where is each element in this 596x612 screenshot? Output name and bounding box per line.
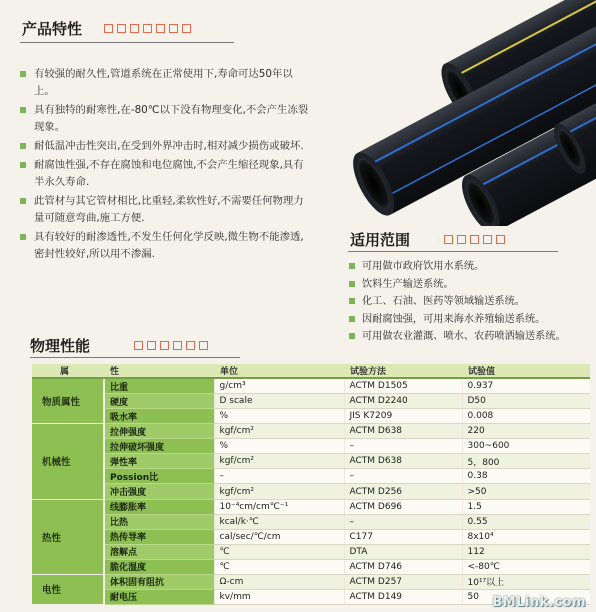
heading-decoration: [444, 235, 505, 244]
header-cell: 性: [104, 364, 214, 378]
property-cell: 线膨胀率: [104, 499, 214, 514]
header-cell: 试验值: [462, 364, 590, 378]
table-header-row: [32, 364, 590, 378]
features-underline: [20, 42, 234, 43]
property-cell: 比重: [104, 378, 214, 394]
unit-cell: kgf/cm²: [214, 424, 344, 439]
features-item: 有较强的耐久性,管道系统在正常使用下,寿命可达50年以上。: [20, 66, 312, 100]
table-row: [32, 544, 590, 559]
scope-title: 适用范围: [350, 231, 411, 249]
group-cell: 电性: [32, 574, 104, 604]
method-cell: JIS K7209: [344, 409, 462, 424]
features-item: 耐低温冲击性突出,在受到外界冲击时,相对减少损伤或破坏.: [20, 138, 312, 155]
bullet-icon: [349, 316, 355, 322]
unit-cell: %: [214, 409, 344, 424]
value-cell: 0.38: [462, 469, 590, 484]
property-cell: 拉伸强度: [104, 424, 214, 439]
unit-cell: kgf/cm²: [214, 484, 344, 499]
bullet-icon: [349, 263, 355, 269]
method-cell: ACTM D696: [344, 499, 462, 514]
value-cell: <-80℃: [462, 559, 590, 574]
method-cell: C177: [344, 529, 462, 544]
unit-cell: kcal/k·℃: [214, 514, 344, 529]
table-row: [32, 424, 590, 439]
bullet-icon: [349, 298, 355, 304]
table-row: [32, 439, 590, 454]
method-cell: –: [344, 514, 462, 529]
unit-cell: cal/sec/℃/cm: [214, 529, 344, 544]
table-row: [32, 454, 590, 469]
value-cell: 220: [462, 424, 590, 439]
property-cell: 冲击强度: [104, 484, 214, 499]
value-cell: 300~600: [462, 439, 590, 454]
value-cell: >50: [462, 484, 590, 499]
table-row: [32, 469, 590, 484]
scope-item: 可用做市政府饮用水系统。: [348, 258, 593, 276]
property-cell: 拉伸破坏强度: [104, 439, 214, 454]
unit-cell: ℃: [214, 559, 344, 574]
bullet-icon: [20, 198, 26, 204]
bullet-icon: [20, 71, 26, 77]
scope-list: [348, 258, 593, 346]
value-cell: 0.937: [462, 378, 590, 394]
method-cell: ACTM D1505: [344, 378, 462, 394]
bullet-icon: [349, 333, 355, 339]
heading-decoration: [104, 24, 191, 33]
physical-title: 物理性能: [30, 337, 91, 355]
header-cell: 属: [32, 364, 104, 378]
table-row: [32, 499, 590, 514]
unit-cell: ℃: [214, 544, 344, 559]
method-cell: ACTM D257: [344, 574, 462, 589]
value-cell: 112: [462, 544, 590, 559]
features-item: 具有独特的耐寒性,在-80℃以下没有物理变化,不会产生冻裂现象。: [20, 102, 312, 136]
unit-cell: Ω-cm: [214, 574, 344, 589]
property-cell: 耐电压: [104, 589, 214, 604]
unit-cell: 10⁻⁴cm/cm℃⁻¹: [214, 499, 344, 514]
table-row: [32, 409, 590, 424]
header-cell: 单位: [214, 364, 344, 378]
property-cell: 吸水率: [104, 409, 214, 424]
method-cell: ACTM D256: [344, 484, 462, 499]
table-body: [32, 378, 590, 605]
table-row: [32, 514, 590, 529]
pipes-image: [340, 0, 596, 226]
header-cell: 试验方法: [344, 364, 462, 378]
property-cell: 比热: [104, 514, 214, 529]
physical-underline: [30, 357, 240, 358]
property-cell: 体积固有阻抗: [104, 574, 214, 589]
bullet-icon: [20, 162, 26, 168]
unit-cell: %: [214, 439, 344, 454]
method-cell: –: [344, 469, 462, 484]
group-cell: 物质属性: [32, 378, 104, 424]
scope-item: 饮料生产输送系统。: [348, 276, 593, 294]
physical-table: [32, 364, 590, 605]
table-row: [32, 574, 590, 589]
property-cell: 溶解点: [104, 544, 214, 559]
property-cell: 弹性率: [104, 454, 214, 469]
method-cell: ACTM D638: [344, 424, 462, 439]
unit-cell: D scale: [214, 394, 344, 409]
unit-cell: kgf/cm²: [214, 454, 344, 469]
table-row: [32, 559, 590, 574]
method-cell: ACTM D638: [344, 454, 462, 469]
features-item: 此管材与其它管材相比,比重轻,柔软性好,不需要任何物理力量可随意弯曲,施工方便.: [20, 193, 312, 227]
physical-heading: [30, 335, 208, 356]
unit-cell: kv/mm: [214, 589, 344, 604]
table-row: [32, 394, 590, 409]
features-item: 具有较好的耐渗透性,不发生任何化学反映,微生物不能渗透,密封性较好,所以用不渗漏.: [20, 229, 312, 263]
property-cell: 脆化湿度: [104, 559, 214, 574]
value-cell: 0.55: [462, 514, 590, 529]
value-cell: 1.5: [462, 499, 590, 514]
table-row: [32, 484, 590, 499]
property-cell: Possion比: [104, 469, 214, 484]
value-cell: D50: [462, 394, 590, 409]
scope-item: 因耐腐蚀强，可用来海水养殖输送系统。: [348, 311, 593, 329]
features-item: 耐腐蚀性强,不存在腐蚀和电位腐蚀,不会产生缩径现象,具有半永久寿命.: [20, 157, 312, 191]
method-cell: ACTM D746: [344, 559, 462, 574]
table-row: [32, 378, 590, 394]
group-cell: 热性: [32, 499, 104, 574]
bullet-icon: [349, 281, 355, 287]
features-title: 产品特性: [22, 20, 83, 38]
features-heading: [22, 18, 191, 39]
scope-underline: [348, 251, 558, 252]
bullet-icon: [20, 107, 26, 113]
heading-decoration: [134, 341, 208, 350]
bullet-icon: [20, 234, 26, 240]
table-row: [32, 529, 590, 544]
method-cell: ACTM D2240: [344, 394, 462, 409]
value-cell: 8x10⁴: [462, 529, 590, 544]
value-cell: 10¹⁷以上: [462, 574, 590, 589]
unit-cell: g/cm³: [214, 378, 344, 394]
value-cell: 5，800: [462, 454, 590, 469]
watermark: BMLink.com: [492, 595, 586, 610]
scope-heading: [350, 229, 505, 250]
scope-item: 化工、石油、医药等领域输送系统。: [348, 293, 593, 311]
features-list: [20, 66, 312, 265]
group-cell: 机械性: [32, 424, 104, 499]
bullet-icon: [20, 143, 26, 149]
unit-cell: –: [214, 469, 344, 484]
method-cell: DTA: [344, 544, 462, 559]
value-cell: 0.008: [462, 409, 590, 424]
property-cell: 硬度: [104, 394, 214, 409]
property-cell: 热传导率: [104, 529, 214, 544]
scope-item: 可用做农业灌溉、喷水、农药喷洒输送系统。: [348, 328, 593, 346]
value-cell: 50: [462, 589, 590, 604]
method-cell: –: [344, 439, 462, 454]
method-cell: ACTM D149: [344, 589, 462, 604]
